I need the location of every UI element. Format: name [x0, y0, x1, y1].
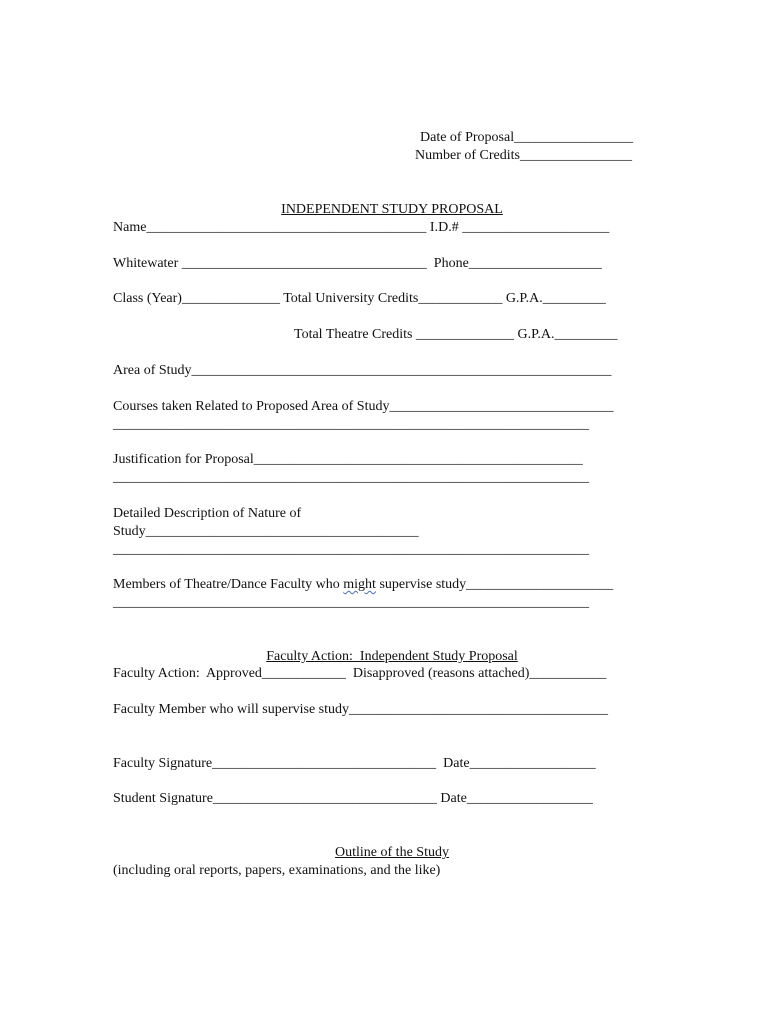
- might-word: might: [343, 577, 376, 592]
- number-of-credits-field[interactable]: Number of Credits________________: [415, 148, 632, 163]
- description-field[interactable]: Study_______________________________________: [113, 524, 419, 539]
- description-continuation[interactable]: ____________________________________________________________________: [113, 542, 589, 557]
- area-of-study-field[interactable]: Area of Study____________________________________________________________: [113, 363, 612, 378]
- faculty-members-label: Members of Theatre/Dance Faculty who: [113, 577, 344, 592]
- faculty-members-continuation[interactable]: ____________________________________________________________________: [113, 595, 589, 610]
- faculty-action-field[interactable]: Faculty Action: Approved____________ Disapproved (reasons attached)___________: [113, 666, 607, 681]
- theatre-credits-gpa-field[interactable]: Total Theatre Credits ______________ G.P.A._________: [294, 327, 618, 342]
- justification-continuation[interactable]: ____________________________________________________________________: [113, 470, 589, 485]
- student-signature-field[interactable]: Student Signature________________________________ Date__________________: [113, 791, 593, 806]
- faculty-action-heading: Faculty Action: Independent Study Proposal: [266, 649, 518, 664]
- class-credits-gpa-field[interactable]: Class (Year)______________ Total University Credits____________ G.P.A._________: [113, 291, 606, 306]
- outline-note: (including oral reports, papers, examinations, and the like): [113, 863, 441, 878]
- name-id-field[interactable]: Name________________________________________ I.D.# _____________________: [113, 220, 610, 235]
- form-title: INDEPENDENT STUDY PROPOSAL: [281, 202, 503, 217]
- courses-taken-field[interactable]: Courses taken Related to Proposed Area of Study________________________________: [113, 399, 614, 414]
- courses-taken-continuation[interactable]: ____________________________________________________________________: [113, 417, 589, 432]
- supervising-faculty-field[interactable]: Faculty Member who will supervise study_____________________________________: [113, 702, 609, 717]
- date-of-proposal-field[interactable]: Date of Proposal_________________: [420, 130, 634, 145]
- justification-field[interactable]: Justification for Proposal_______________________________________________: [113, 452, 583, 467]
- faculty-signature-field[interactable]: Faculty Signature________________________________ Date__________________: [113, 756, 596, 771]
- whitewater-phone-field[interactable]: Whitewater ___________________________________ Phone___________________: [113, 256, 602, 271]
- outline-heading: Outline of the Study: [335, 845, 449, 860]
- faculty-members-blank[interactable]: supervise study_____________________: [375, 577, 614, 592]
- faculty-members-field[interactable]: [113, 576, 613, 594]
- description-label: Detailed Description of Nature of: [113, 506, 302, 521]
